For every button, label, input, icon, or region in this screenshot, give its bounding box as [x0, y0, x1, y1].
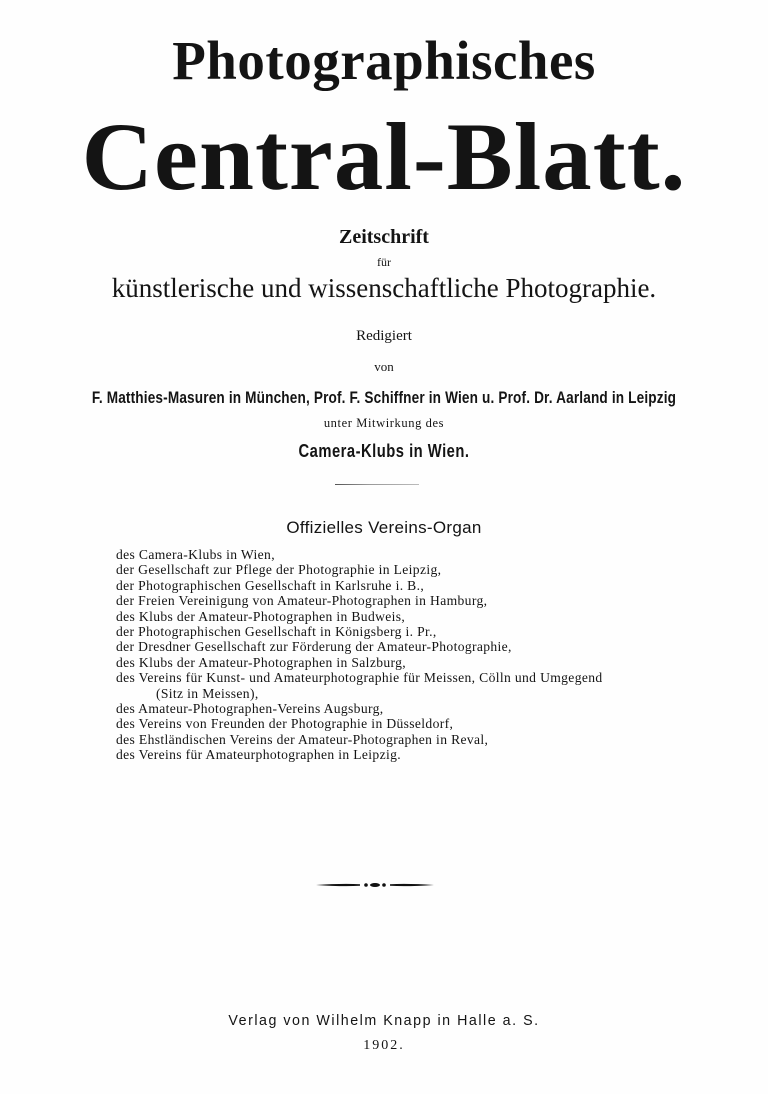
list-item: des Vereins von Freunden der Photographie in Düsseldorf, [116, 716, 454, 732]
organ-heading: Offizielles Vereins-Organ [286, 518, 482, 537]
list-item: des Klubs der Amateur-Photographen in Salzburg, [116, 654, 407, 670]
collaborator-name: Camera-Klubs in Wien. [298, 441, 470, 461]
publication-year: 1902. [363, 1038, 405, 1053]
divider-line [335, 484, 419, 485]
subtitle-label: Zeitschrift [339, 226, 429, 248]
by-label: von [374, 359, 394, 374]
list-item: des Ehstländischen Vereins der Amateur-Photographen in Reval, [116, 731, 489, 747]
subtitle-description: künstlerische und wissenschaftliche Photographie. [111, 273, 657, 303]
list-item: der Photographischen Gesellschaft in Königsberg i. Pr., [116, 624, 437, 640]
list-item: des Klubs der Amateur-Photographen in Budweis, [116, 608, 406, 624]
editors-line: F. Matthies-Masuren in München, Prof. F. Schiffner in Wien u. Prof. Dr. Aarland in Leipzig [91, 388, 677, 407]
list-item: der Freien Vereinigung von Amateur-Photographen in Hamburg, [116, 593, 488, 609]
list-item: des Vereins für Kunst- und Amateurphotographie für Meissen, Cölln und Umgegend [116, 670, 603, 686]
journal-title-line-1: Photographisches [172, 30, 596, 91]
publisher-line: Verlag von Wilhelm Knapp in Halle a. S. [228, 1012, 540, 1029]
edited-label: Redigiert [356, 328, 412, 344]
subtitle-preposition: für [377, 255, 391, 269]
ornamental-divider-icon [272, 877, 478, 893]
list-item: des Amateur-Photographen-Vereins Augsburg, [116, 701, 384, 717]
member-societies-list [116, 547, 603, 763]
list-item: der Gesellschaft zur Pflege der Photographie in Leipzig, [116, 562, 442, 578]
journal-title-line-2: Central-Blatt. [81, 103, 687, 210]
list-item: des Camera-Klubs in Wien, [116, 547, 275, 562]
collaboration-label: unter Mitwirkung des [323, 416, 445, 430]
list-item: des Vereins für Amateurphotographen in Leipzig. [116, 747, 401, 763]
list-item: der Dresdner Gesellschaft zur Förderung der Amateur-Photographie, [116, 639, 512, 655]
list-item: der Photographischen Gesellschaft in Karlsruhe i. B., [116, 577, 425, 593]
list-item-continuation: (Sitz in Meissen), [156, 685, 259, 701]
